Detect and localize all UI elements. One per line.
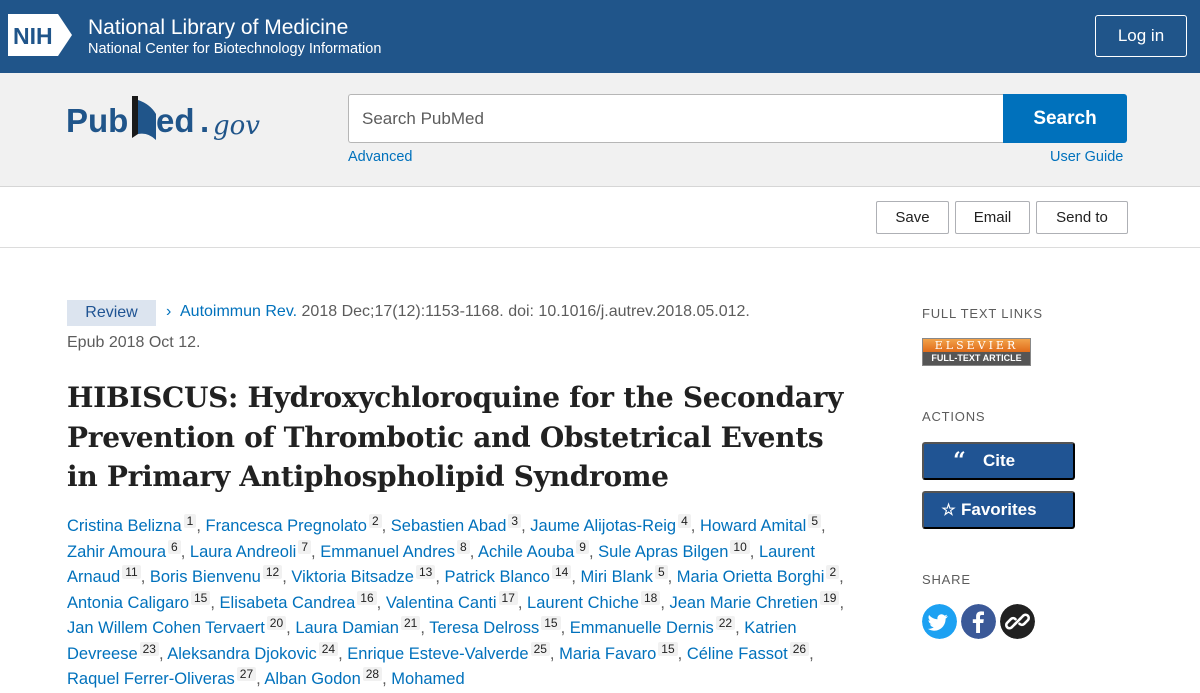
article-title: HIBISCUS: Hydroxychloroquine for the Secondary Prevention of Thrombotic and Obstetrical Events in Primary Antiphospholipid Syndrome <box>67 381 844 493</box>
affiliation-number[interactable]: 2 <box>826 565 839 579</box>
author-link[interactable]: Laurent Chiche <box>527 593 639 612</box>
affiliation-number[interactable]: 7 <box>298 540 311 554</box>
author-item <box>559 641 678 663</box>
affiliation-number[interactable]: 1 <box>184 514 197 528</box>
nih-header <box>0 0 1200 73</box>
chevron-right-icon: › <box>166 303 172 320</box>
svg-text:.: . <box>200 102 210 139</box>
save-button[interactable]: Save <box>876 201 949 234</box>
affiliation-number[interactable]: 23 <box>140 642 159 656</box>
affiliation-number[interactable]: 15 <box>191 591 210 605</box>
author-item <box>385 590 518 612</box>
affiliation-number[interactable]: 19 <box>820 591 839 605</box>
authors-list: Cristina Belizna 1 , Francesca Pregnolato 2 , Sebastien Abad 3 , Jaume Alijotas-Reig 4 , Howard Amital 5 , Zahir Amoura 6 , Laura Andreoli 7 , Emmanuel Andres 8 , Achile Aouba 9 , Sule Apras Bilgen 10 , Laurent Arnaud 11 , Boris Bienvenu 12 , Viktoria Bitsadze 13 , Patrick Blanco 14 , Miri Blank 5 , Maria Orietta Borghi 2 , Antonia Caligaro 15 , Elisabeta Candrea 16 , Valentina Canti 17 , Laurent Chiche 18 , Jean Marie Chretien 19 , Jan Willem Cohen Tervaert 20 , Laura Damian 21 , Teresa Delross 15 , Emmanuelle Dernis 22 , Katrien Devreese 23 , Aleksandra Djokovic 24 , Enrique Esteve-Valverde 25 , Maria Favaro 15 , Céline Fassot 26 , Raquel Ferrer-Oliveras 27 , Alban Godon 28 , Mohamed <box>67 514 845 688</box>
advanced-search-link[interactable]: Advanced <box>348 149 413 165</box>
author-item <box>580 565 668 586</box>
author-item <box>67 590 210 612</box>
affiliation-number[interactable]: 18 <box>641 591 660 605</box>
author-link[interactable]: Laura Damian <box>295 619 399 637</box>
author-item <box>189 539 311 561</box>
author-link[interactable]: Raquel Ferrer-Oliveras <box>67 670 235 688</box>
author-link[interactable]: Boris Bienvenu <box>149 568 261 586</box>
author-item <box>67 514 196 535</box>
affiliation-number[interactable]: 24 <box>319 642 338 656</box>
author-item <box>390 514 521 535</box>
affiliation-number[interactable]: 22 <box>716 616 735 630</box>
affiliation-number[interactable]: 27 <box>237 667 256 681</box>
book-icon <box>132 96 138 138</box>
author-link[interactable]: Zahir Amoura <box>67 542 167 561</box>
author-item <box>676 565 839 586</box>
cite-button[interactable] <box>922 442 1075 480</box>
author-link[interactable]: Aleksandra Djokovic <box>167 644 317 663</box>
affiliation-number[interactable]: 25 <box>531 642 550 656</box>
elsevier-label: ELSEVIER <box>923 339 1030 352</box>
author-item <box>444 565 572 586</box>
star-icon: ☆ <box>941 502 956 519</box>
author-item <box>167 641 338 663</box>
author-item <box>67 616 286 637</box>
author-link[interactable]: Cristina Belizna <box>67 517 182 535</box>
favorites-button[interactable] <box>922 491 1075 529</box>
author-item <box>347 641 550 663</box>
affiliation-number[interactable]: 14 <box>552 565 571 579</box>
author-item <box>320 539 470 561</box>
quote-icon: “ <box>953 448 966 474</box>
author-link[interactable]: Valentina Canti <box>385 593 497 612</box>
citation-line <box>166 303 750 321</box>
permalink-icon[interactable] <box>1000 604 1035 639</box>
nlm-title[interactable]: National Library of Medicine <box>88 16 349 39</box>
author-link[interactable]: Katrien Devreese <box>67 619 797 663</box>
affiliation-number[interactable]: 5 <box>808 514 821 528</box>
author-item <box>67 539 181 561</box>
twitter-icon[interactable] <box>922 604 957 639</box>
author-link[interactable]: Patrick Blanco <box>444 568 550 586</box>
affiliation-number[interactable]: 9 <box>576 540 589 554</box>
facebook-icon[interactable] <box>961 604 996 639</box>
author-link[interactable]: Elisabeta Candrea <box>219 593 356 612</box>
author-link[interactable]: Jean Marie Chretien <box>669 593 819 612</box>
ncbi-subtitle[interactable]: National Center for Biotechnology Information <box>88 41 382 57</box>
affiliation-number[interactable]: 12 <box>263 565 282 579</box>
author-item <box>264 667 382 688</box>
nih-logo[interactable] <box>8 14 72 56</box>
author-link[interactable]: Maria Orietta Borghi <box>676 568 825 586</box>
affiliation-number[interactable]: 21 <box>401 616 420 630</box>
author-link[interactable]: Francesca Pregnolato <box>205 517 367 535</box>
affiliation-number[interactable]: 20 <box>267 616 286 630</box>
author-item <box>598 539 750 561</box>
affiliation-number[interactable]: 5 <box>655 565 668 579</box>
author-link[interactable]: Achile Aouba <box>477 542 575 561</box>
author-item <box>699 514 821 535</box>
affiliation-number[interactable]: 8 <box>457 540 470 554</box>
affiliation-number[interactable]: 13 <box>416 565 435 579</box>
author-item <box>530 514 691 535</box>
journal-link[interactable]: Autoimmun Rev. <box>180 303 298 320</box>
author-link[interactable]: Teresa Delross <box>429 619 540 637</box>
author-link[interactable]: Laura Andreoli <box>189 542 297 561</box>
svg-text:Pub: Pub <box>66 102 129 139</box>
author-link[interactable]: Viktoria Bitsadze <box>291 568 414 586</box>
elsevier-full-text-link[interactable] <box>922 338 1031 366</box>
affiliation-number[interactable]: 28 <box>363 667 382 681</box>
epub-date: Epub 2018 Oct 12. <box>67 334 201 351</box>
author-item <box>477 539 589 561</box>
search-input[interactable] <box>348 94 1004 143</box>
author-item <box>569 616 735 637</box>
author-item <box>295 616 420 637</box>
author-link[interactable]: Maria Favaro <box>559 644 657 663</box>
author-item <box>669 590 840 612</box>
author-link[interactable]: Emmanuel Andres <box>320 542 456 561</box>
author-link[interactable]: Laurent Arnaud <box>67 542 815 586</box>
author-item <box>429 616 560 637</box>
full-text-article-label: FULL-TEXT ARTICLE <box>923 352 1030 365</box>
svg-text:gov: gov <box>213 111 260 141</box>
full-text-links-heading: FULL TEXT LINKS <box>922 306 1043 321</box>
send-to-button[interactable]: Send to <box>1036 201 1128 234</box>
action-bar <box>0 187 1200 248</box>
author-item <box>67 667 256 688</box>
author-link[interactable]: Alban Godon <box>264 670 361 688</box>
affiliation-number[interactable]: 16 <box>357 591 376 605</box>
affiliation-number[interactable]: 3 <box>508 514 521 528</box>
favorites-label: Favorites <box>961 500 1037 519</box>
actions-heading: ACTIONS <box>922 409 986 424</box>
nih-logo-text: NIH <box>13 23 53 49</box>
author-link[interactable]: Miri Blank <box>580 568 653 586</box>
author-item <box>686 641 809 663</box>
affiliation-number[interactable]: 15 <box>658 642 677 656</box>
user-guide-link[interactable]: User Guide <box>1050 149 1124 165</box>
author-link[interactable]: Jaume Alijotas-Reig <box>530 517 677 535</box>
pubmed-logo[interactable] <box>66 90 266 148</box>
search-band <box>0 73 1200 187</box>
login-button[interactable]: Log in <box>1095 15 1187 57</box>
affiliation-number[interactable]: 2 <box>369 514 382 528</box>
author-item <box>219 590 377 612</box>
author-link[interactable]: Mohamed <box>391 670 465 688</box>
affiliation-number[interactable]: 26 <box>790 642 809 656</box>
author-item <box>391 670 464 688</box>
citation-details: 2018 Dec;17(12):1153-1168. doi: 10.1016/j.autrev.2018.05.012. <box>297 303 750 320</box>
author-item <box>149 565 282 586</box>
svg-text:ed: ed <box>156 102 195 139</box>
share-heading: SHARE <box>922 572 971 587</box>
author-link[interactable]: Howard Amital <box>699 517 807 535</box>
affiliation-number[interactable]: 4 <box>678 514 691 528</box>
author-link[interactable]: Emmanuelle Dernis <box>569 619 714 637</box>
author-item <box>205 514 382 535</box>
author-link[interactable]: Jan Willem Cohen Tervaert <box>67 619 265 637</box>
author-item <box>291 565 435 586</box>
email-button[interactable]: Email <box>955 201 1030 234</box>
author-link[interactable]: Céline Fassot <box>686 644 788 663</box>
affiliation-number[interactable]: 10 <box>730 540 749 554</box>
affiliation-number[interactable]: 11 <box>122 565 140 579</box>
cite-label: Cite <box>983 451 1016 470</box>
author-item <box>527 590 660 612</box>
author-link[interactable]: Sebastien Abad <box>390 517 507 535</box>
affiliation-number[interactable]: 17 <box>499 591 518 605</box>
affiliation-number[interactable]: 6 <box>168 540 181 554</box>
affiliation-number[interactable]: 15 <box>541 616 560 630</box>
author-link[interactable]: Antonia Caligaro <box>67 593 189 612</box>
publication-type-badge: Review <box>67 300 156 326</box>
author-link[interactable]: Sule Apras Bilgen <box>598 542 729 561</box>
author-link[interactable]: Enrique Esteve-Valverde <box>347 644 529 663</box>
search-button[interactable]: Search <box>1003 94 1127 143</box>
